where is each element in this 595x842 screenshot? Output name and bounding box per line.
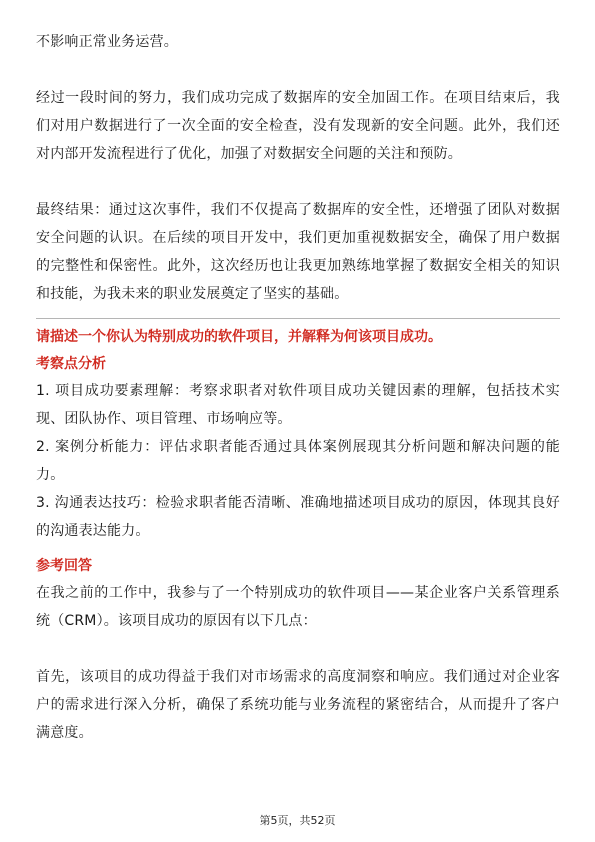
analysis-heading: 考察点分析 (36, 356, 106, 372)
analysis-point-2: 2. 案例分析能力：评估求职者能否通过具体案例展现其分析问题和解决问题的能力。 (36, 439, 560, 483)
section-divider (36, 318, 560, 319)
result-paragraph: 最终结果：通过这次事件，我们不仅提高了数据库的安全性，还增强了团队对数据安全问题的认识。在后续的项目开发中，我们更加重视数据安全，确保了用户数据的完整性和保密性。此外，这次经历也让我更加熟练地掌握了数据安全相关的知识和技能，为我未来的职业发展奠定了坚实的基础。 (36, 202, 560, 302)
answer-first-point: 首先，该项目的成功得益于我们对市场需求的高度洞察和响应。我们通过对企业客户的需求进行深入分析，确保了系统功能与业务流程的紧密结合，从而提升了客户满意度。 (36, 669, 560, 741)
document-page (36, 28, 560, 747)
answer-heading: 参考回答 (36, 558, 92, 574)
page-number: 第5页，共52页 (259, 814, 336, 827)
question-title: 请描述一个你认为特别成功的软件项目，并解释为何该项目成功。 (36, 329, 442, 345)
answer-intro: 在我之前的工作中，我参与了一个特别成功的软件项目——某企业客户关系管理系统（CRM）。该项目成功的原因有以下几点： (36, 585, 560, 629)
analysis-point-3: 3. 沟通表达技巧：检验求职者能否清晰、准确地描述项目成功的原因，体现其良好的沟通表达能力。 (36, 495, 560, 539)
effort-paragraph: 经过一段时间的努力，我们成功完成了数据库的安全加固工作。在项目结束后，我们对用户数据进行了一次全面的安全检查，没有发现新的安全问题。此外，我们还对内部开发流程进行了优化，加强了对数据安全问题的关注和预防。 (36, 90, 560, 162)
analysis-point-1: 1. 项目成功要素理解：考察求职者对软件项目成功关键因素的理解，包括技术实现、团队协作、项目管理、市场响应等。 (36, 383, 560, 427)
previous-answer-tail: 不影响正常业务运营。 (36, 34, 178, 50)
